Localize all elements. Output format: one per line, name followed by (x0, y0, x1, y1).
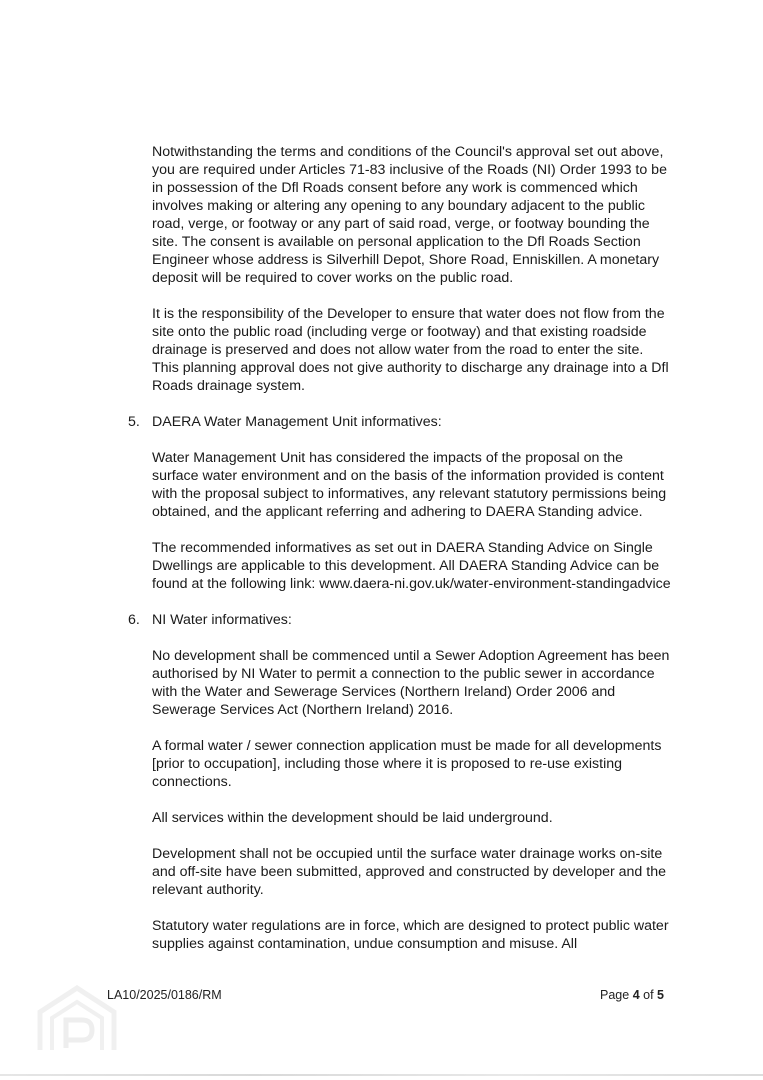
list-number: 5. (128, 414, 140, 430)
paragraph-statutory-regulations: Statutory water regulations are in force, which are designed to protect public water supplies against contamination, undue consumption and misuse. All (152, 918, 669, 952)
house-p-logo-icon (36, 984, 118, 1054)
list-number: 6. (128, 612, 140, 628)
list-heading: NI Water informatives: (152, 612, 292, 628)
list-item-daera (128, 413, 672, 431)
paragraph-connection-application: A formal water / sewer connection application must be made for all developments [prior to occupation], including those where it is proposed to re-use existing connections. (152, 738, 662, 790)
page-word: Page (600, 988, 630, 1002)
paragraph-roads-consent: Notwithstanding the terms and conditions of the Council's approval set out above, you are required under Articles 71-83 inclusive of the Roads (NI) Order 1993 to be in possession of the Dfl Roads consent before any work is commenced which involves making or altering any opening to any boundary adjacent to the public road, verge, or footway or any part of said road, verge, or footway bounding the site. The consent is available on personal application to the Dfl Roads Section Engineer whose address is Silverhill Depot, Shore Road, Enniskillen. A monetary deposit will be required to cover works on the public road. (152, 144, 667, 286)
page-current: 4 (632, 988, 640, 1002)
footer-reference: LA10/2025/0186/RM (107, 988, 222, 1002)
page-total: 5 (657, 988, 664, 1002)
page-bottom-edge (0, 1074, 763, 1076)
paragraph-wmu-considered: Water Management Unit has considered the impacts of the proposal on the surface water environment and on the basis of the information provided is content with the proposal subject to informatives, any relevant statutory permissions being obtained, and the applicant referring and adhering to DAERA Standing advice. (152, 450, 667, 520)
list-item-ni-water (128, 611, 672, 629)
paragraph-sewer-adoption: No development shall be commenced until a Sewer Adoption Agreement has been authorised by NI Water to permit a connection to the public sewer in accordance with the Water and Sewerage Services (Northern Ireland) Order 2006 and Sewerage Services Act (Northern Ireland) 2016. (152, 648, 670, 718)
document-body (128, 143, 672, 971)
paragraph-daera-standing-advice: The recommended informatives as set out in DAERA Standing Advice on Single Dwellings are applicable to this development. All DAERA Standing Advice can be found at the following link: www.daera-ni.gov.uk/water-environment-standingadvice (152, 540, 671, 592)
paragraph-drainage-responsibility: It is the responsibility of the Developer to ensure that water does not flow from the site onto the public road (including verge or footway) and that existing roadside drainage is preserved and does not allow water from the road to enter the site. This planning approval does not give authority to discharge any drainage into a Dfl Roads drainage system. (152, 306, 669, 394)
paragraph-services-underground: All services within the development should be laid underground. (152, 810, 553, 826)
paragraph-surface-water-drainage: Development shall not be occupied until the surface water drainage works on-site and off-site have been submitted, approved and constructed by developer and the relevant authority. (152, 846, 666, 898)
footer-page-number (600, 988, 664, 1002)
list-heading: DAERA Water Management Unit informatives: (152, 414, 442, 430)
page-of: of (643, 988, 654, 1002)
